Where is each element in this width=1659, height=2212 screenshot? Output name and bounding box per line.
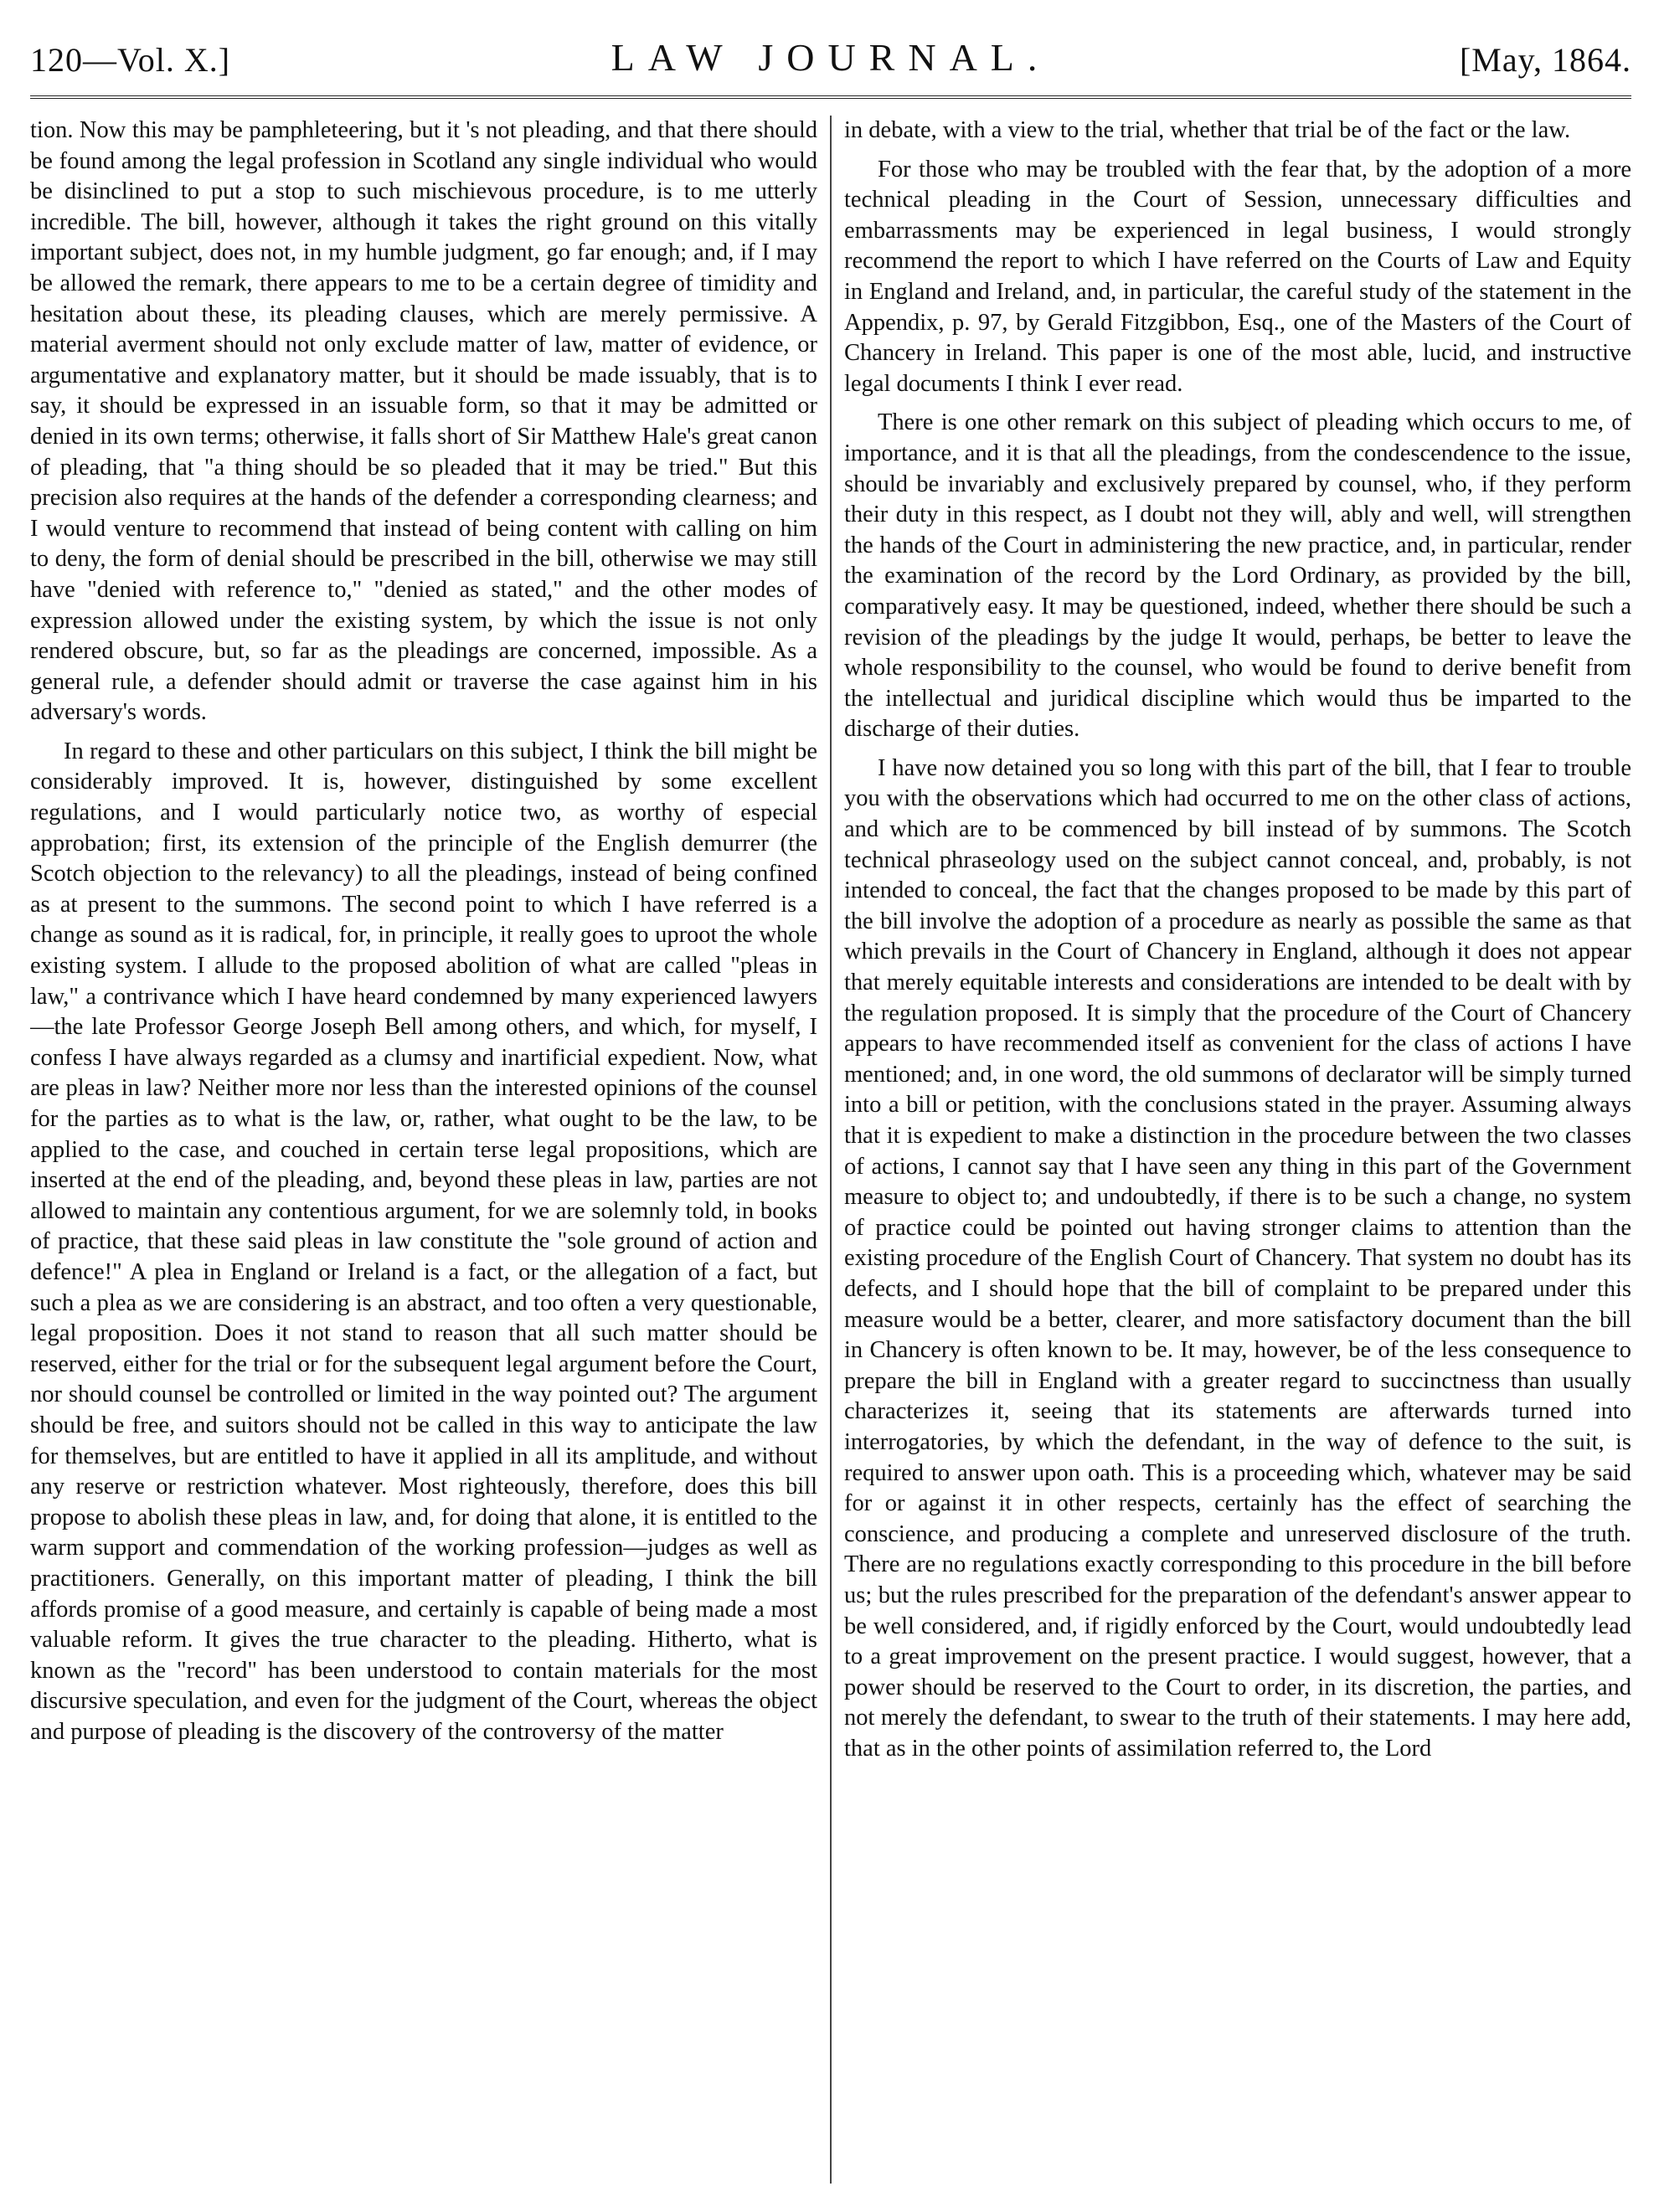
paragraph: For those who may be troubled with the fear that, by the adoption of a more technical pleading in the Court of Session, unnecessary difficulties and embarrassments may be experienced in legal business, I would strongly recommend the report to which I have referred on the Courts of Law and Equity in England and Ireland, and, in particular, the careful study of the statement in the Appendix, p. 97, by Gerald Fitzgibbon, Esq., one of the Masters of the Court of Chancery in Ireland. This paper is one of the most able, lucid, and instructive legal documents I think I ever read. xyxy=(844,156,1631,397)
paragraph: tion. Now this may be pamphleteering, but it 's not pleading, and that there should be found among the legal profession in Scotland any single individual who would be disinclined to put a stop to such mischievous procedure, is to me utterly incredible. The bill, however, although it takes the right ground on this vitally important subject, does not, in my humble judgment, go far enough; and, if I may be allowed the remark, there appears to me to be a certain degree of timidity and hesitation about these, its pleading clauses, which are merely permissive. A material averment should not only exclude matter of law, matter of evidence, or argumentative and explanatory matter, but it should be made issuably, that is to say, it should be expressed in an issuable form, so that it may be admitted or denied in its own terms; otherwise, it falls short of Sir Matthew Hale's great canon of pleading, that "a thing should be so pleaded that it may be tried." But this precision also requires at the hands of the defender a corresponding clearness; and I would venture to recommend that instead of being content with calling on him to deny, the form of denial should be prescribed in the bill, otherwise we may still have "denied with reference to," "denied as stated," and the other modes of expression allowed under the existing system, by which the issue is not only rendered obscure, but, so far as the pleadings are concerned, impossible. As a general rule, a defender should admit or traverse the case against him in his adversary's words. xyxy=(30,117,817,726)
body-columns xyxy=(30,116,1631,2192)
page-header xyxy=(30,23,1631,107)
paragraph: I have now detained you so long with this part of the bill, that I fear to trouble you with the observations which had occurred to me on the other class of actions, and which are to be commenced by bill instead of by summons. The Scotch technical phraseology used on the subject cannot conceal, and, probably, is not intended to conceal, the fact that the changes proposed to be made by this part of the bill involve the adoption of a procedure as nearly as possible the same as that which prevails in the Court of Chancery in England, although it does not appear that merely equitable interests and considerations are intended to be dealt with by the regulation proposed. It is simply that the procedure of the Court of Chancery appears to have recommended itself as convenient for the class of actions I have mentioned; and, in one word, the old summons of declarator will be simply turned into a bill or petition, with the conclusions stated in the prayer. Assuming always that it is expedient to make a distinction in the procedure between the two classes of actions, I cannot say that I have seen any thing in this part of the Government measure to object to; and undoubtedly, if there is to be such a change, no system of practice could be pointed out having stronger claims to attention than the existing procedure of the English Court of Chancery. That system no doubt has its defects, and I should hope that the bill of complaint to be prepared under this measure would be a better, clearer, and more satisfactory document than the bill in Chancery is often known to be. It may, however, be of the less consequence to prepare the bill in England with a greater regard to succinctness than usually characterizes it, seeing that its statements are afterwards turned into interrogatories, by which the defendant, in the way of defence to the suit, is required to answer upon oath. This is a proceeding which, whatever may be said for or against it in other respects, certainly has the effect of searching the conscience, and producing a complete and unreserved disclosure of the truth. There are no regulations exactly corresponding to this procedure in the bill before us; but the rules prescribed for the preparation of the defendant's answer appear to be well considered, and, if rigidly enforced by the Court, would undoubtedly lead to a great improvement on the present practice. I would suggest, however, that a power should be reserved to the Court to order, in its discretion, the parties, and not merely the defendant, to swear to the truth of their statements. I may here add, that as in the other points of assimilation referred to, the Lord xyxy=(844,754,1631,1762)
journal-title: LAW JOURNAL. xyxy=(611,36,1051,79)
page-number-volume: 120—Vol. X.] xyxy=(30,41,231,79)
journal-page xyxy=(30,23,1631,2192)
paragraph: There is one other remark on this subject of pleading which occurs to me, of importance, and it is that all the pleadings, from the condescendence to the issue, should be invariably and exclusively prepared by counsel, who, if they perform their duty in this respect, as I doubt not they will, ably and well, will strengthen the hands of the Court in administering the new practice, and, in particular, render the examination of the record by the Lord Ordinary, as provided by the bill, comparatively easy. It may be questioned, indeed, whether there should be such a revision of the pleadings by the judge It would, perhaps, be better to leave the whole responsibility to the counsel, who would be found to derive benefit from the intellectual and juridical discipline which would thus be imparted to the discharge of their duties. xyxy=(844,409,1631,743)
header-rule xyxy=(30,95,1631,99)
left-column xyxy=(30,116,817,2192)
paragraph: in debate, with a view to the trial, whether that trial be of the fact or the law. xyxy=(844,117,1571,143)
right-column xyxy=(844,116,1631,2192)
issue-date: [May, 1864. xyxy=(1459,41,1631,79)
column-divider xyxy=(830,116,832,2184)
paragraph: In regard to these and other particulars on this subject, I think the bill might be considerably improved. It is, however, distinguished by some excellent regulations, and I would particularly notice two, as worthy of especial approbation; first, its extension of the principle of the English demurrer (the Scotch objection to the relevancy) to all the pleadings, instead of being confined as at present to the summons. The second point to which I have referred is a change as sound as it is radical, for, in principle, it really goes to uproot the whole existing system. I allude to the proposed abolition of what are called "pleas in law," a contrivance which I have heard condemned by many experienced lawyers—the late Professor George Joseph Bell among others, and which, for myself, I confess I have always regarded as a clumsy and inartificial expedient. Now, what are pleas in law? Neither more nor less than the interested opinions of the counsel for the parties as to what is the law, or, rather, what ought to be the law, to be applied to the case, and couched in certain terse legal propositions, which are inserted at the end of the pleading, and, beyond these pleas in law, parties are not allowed to maintain any contentious argument, for we are solemnly told, in books of practice, that these said pleas in law constitute the "sole ground of action and defence!" A plea in England or Ireland is a fact, or the allegation of a fact, but such a plea as we are considering is an abstract, and too often a very questionable, legal proposition. Does it not stand to reason that all such matter should be reserved, either for the trial or for the subsequent legal argument before the Court, nor should counsel be controlled or limited in the way pointed out? The argument should be free, and suitors should not be called in this way to anticipate the law for themselves, but are entitled to have it applied in all its amplitude, and without any reserve or restriction whatever. Most righteously, therefore, does this bill propose to abolish these pleas in law, and, for doing that alone, it is entitled to the warm support and commendation of the working profession—judges as well as practitioners. Generally, on this important matter of pleading, I think the bill affords promise of a good measure, and certainly is capable of being made a most valuable reform. It gives the true character to the pleading. Hitherto, what is known as the "record" has been understood to contain materials for the most discursive speculation, and even for the judgment of the Court, whereas the object and purpose of pleading is the discovery of the controversy of the matter xyxy=(30,738,817,1745)
